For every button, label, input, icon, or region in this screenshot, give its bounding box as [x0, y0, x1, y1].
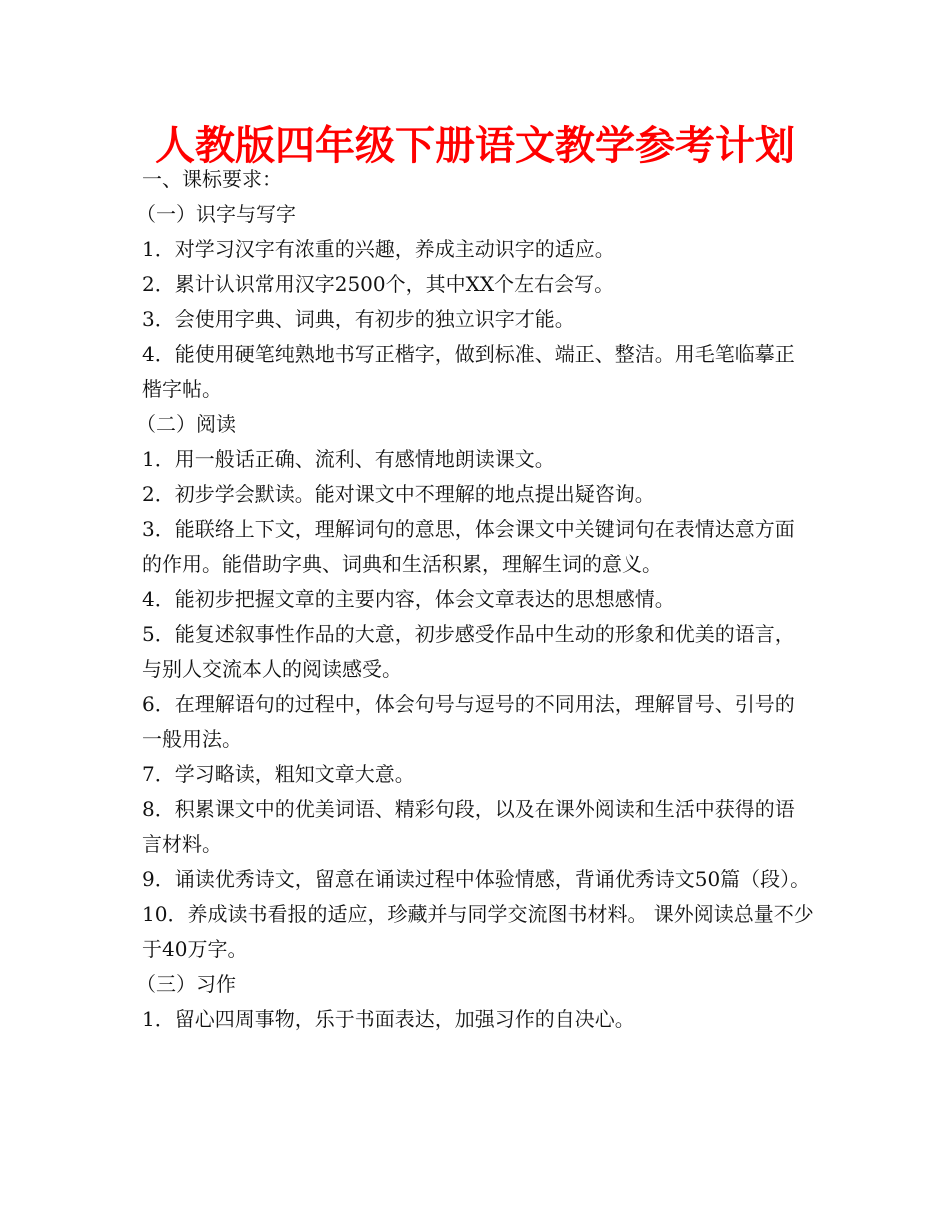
list-item: 4．能使用硬笔纯熟地书写正楷字，做到标准、端正、整洁。用毛笔临摹正楷字帖。 — [142, 342, 795, 401]
section-heading-writing: （三）习作 — [136, 972, 236, 996]
document-title: 人教版四年级下册语文教学参考计划 — [155, 123, 795, 169]
list-item: 5．能复述叙事性作品的大意，初步感受作品中生动的形象和优美的语言，与别人交流本人的阅读感受。 — [142, 622, 795, 681]
list-item: 9．诵读优秀诗文，留意在诵读过程中体验情感，背诵优秀诗文50篇（段）。 — [142, 867, 811, 891]
list-item: 8．积累课文中的优美词语、精彩句段，以及在课外阅读和生活中获得的语言材料。 — [142, 797, 795, 856]
document-body — [136, 162, 814, 1037]
section-heading-literacy: （一）识字与写字 — [136, 202, 296, 226]
list-item: 6．在理解语句的过程中，体会句号与逗号的不同用法，理解冒号、引号的一般用法。 — [142, 692, 795, 751]
list-item: 1．对学习汉字有浓重的兴趣，养成主动识字的适应。 — [142, 237, 615, 261]
list-item: 4．能初步把握文章的主要内容，体会文章表达的思想感情。 — [142, 587, 675, 611]
section-main-heading: 一、课标要求： — [142, 167, 282, 191]
section-heading-reading: （二）阅读 — [136, 412, 236, 436]
list-item: 10．养成读书看报的适应，珍藏并与同学交流图书材料。 课外阅读总量不少于40万字。 — [142, 902, 814, 961]
list-item: 7．学习略读，粗知文章大意。 — [142, 762, 415, 786]
list-item: 1．留心四周事物，乐于书面表达，加强习作的自决心。 — [142, 1007, 635, 1031]
list-item: 3．会使用字典、词典，有初步的独立识字才能。 — [142, 307, 575, 331]
list-item: 1．用一般话正确、流利、有感情地朗读课文。 — [142, 447, 555, 471]
list-item: 3．能联络上下文，理解词句的意思，体会课文中关键词句在表情达意方面的作用。能借助字典、词典和生活积累，理解生词的意义。 — [142, 517, 795, 576]
list-item: 2．初步学会默读。能对课文中不理解的地点提出疑咨询。 — [142, 482, 655, 506]
list-item: 2．累计认识常用汉字2500个，其中XX个左右会写。 — [142, 272, 615, 296]
